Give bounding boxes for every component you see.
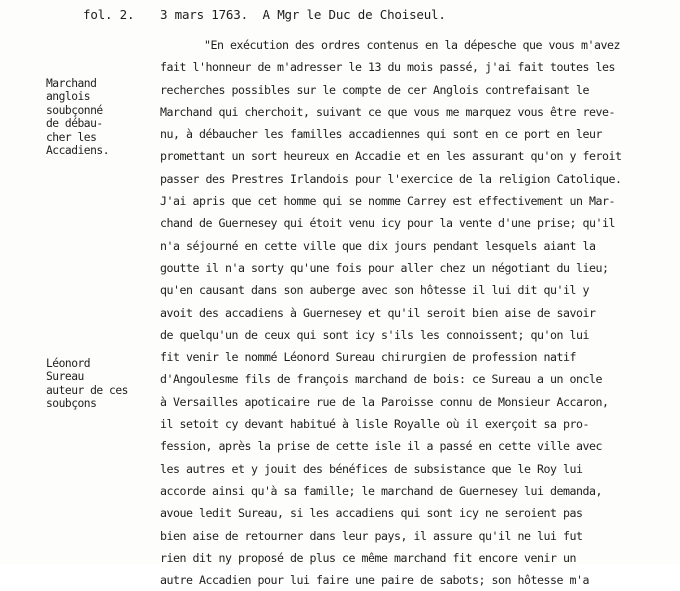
text-line: accorde ainsi qu'à sa famille; le marchand de Guernesey lui demanda, [160,483,603,498]
margin-note-line: Sureau [46,370,84,384]
margin-note-sureau [46,357,146,411]
folio-number: fol. 2. [83,7,135,22]
margin-note-line: Marchand [46,77,97,90]
margin-note-marchand [46,77,146,157]
text-line: recherches possibles sur le compte de cer Anglois contrefaisant le [160,82,590,97]
text-line: chand de Guernesey qui étoit venu icy pour la vente d'une prise; qu'il [160,216,616,231]
margin-note-line: de débau- [46,117,103,131]
margin-note-line: Accadiens. [46,144,110,158]
text-line: n'a séjourné en cette ville que dix jours pendant lesquels aiant la [160,238,596,253]
text-line: d'Angoulesme fils de françois marchand de bois: ce Sureau a un oncle [160,372,603,387]
text-line: de quelqu'un de ceux qui sont icy s'ils les connoissent; qu'on lui [160,327,590,342]
text-line: fit venir le nommé Léonord Sureau chirurgien de profession natif [160,350,577,365]
text-line: promettant un sort heureux en Accadie et en les assurant qu'on y feroit [160,149,622,164]
date-line: 3 mars 1763. A Mgr le Duc de Choiseul. [160,7,446,22]
text-line: bien aise de retourner dans leur pays, il assure qu'il ne lui fut [160,528,583,543]
margin-note-line: auteur de ces [46,383,128,397]
text-line: avoue ledit Sureau, si les accadiens qui sont icy ne seroient pas [160,506,583,521]
text-line: qu'en causant dans son auberge avec son hôtesse il lui dit qu'il y [160,283,590,298]
margin-note-line: Léonord [46,357,91,370]
text-line: avoit des accadiens à Guernesey et qu'il seroit bien aise de savoir [160,305,596,320]
text-line: Marchand qui cherchoit, suivant ce que vous me marquez vous être reve- [160,104,616,119]
text-line: goutte il n'a sorty qu'une fois pour aller chez un négotiant du lieu; [160,260,609,275]
text-line: fait l'honneur de m'adresser le 13 du mois passé, j'ai fait toutes les [160,60,616,75]
text-line: à Versailles apoticaire rue de la Paroisse connu de Monsieur Accaron, [160,394,609,409]
text-line: fession, après la prise de cette isle il a passé en cette ville avec [160,439,603,454]
text-line: J'ai apris que cet homme qui se nomme Carrey est effectivement un Mar- [160,194,616,209]
margin-note-line: anglois [46,90,91,104]
margin-note-line: cher les [46,130,97,144]
text-line: nu, à débaucher les familles accadiennes qui sont en ce port en leur [160,127,603,142]
letter-body [160,34,680,591]
text-line: rien dit ny proposé de plus ce même marchand fit encore venir un [160,550,577,565]
text-line: autre Accadien pour lui faire une paire de sabots; son hôtesse m'a [160,573,590,588]
margin-note-line: soubçonné [46,103,103,117]
text-line: passer des Prestres Irlandois pour l'exercice de la religion Catolique. [160,171,622,186]
text-line: il setoit cy devant habitué à lisle Royalle où il exerçoit sa pro- [160,417,590,432]
text-line: les autres et y jouit des bénéfices de subsistance que le Roy lui [160,461,583,476]
margin-note-line: soubçons [46,397,97,411]
text-line: "En exécution des ordres contenus en la dépesche que vous m'avez [204,38,621,52]
